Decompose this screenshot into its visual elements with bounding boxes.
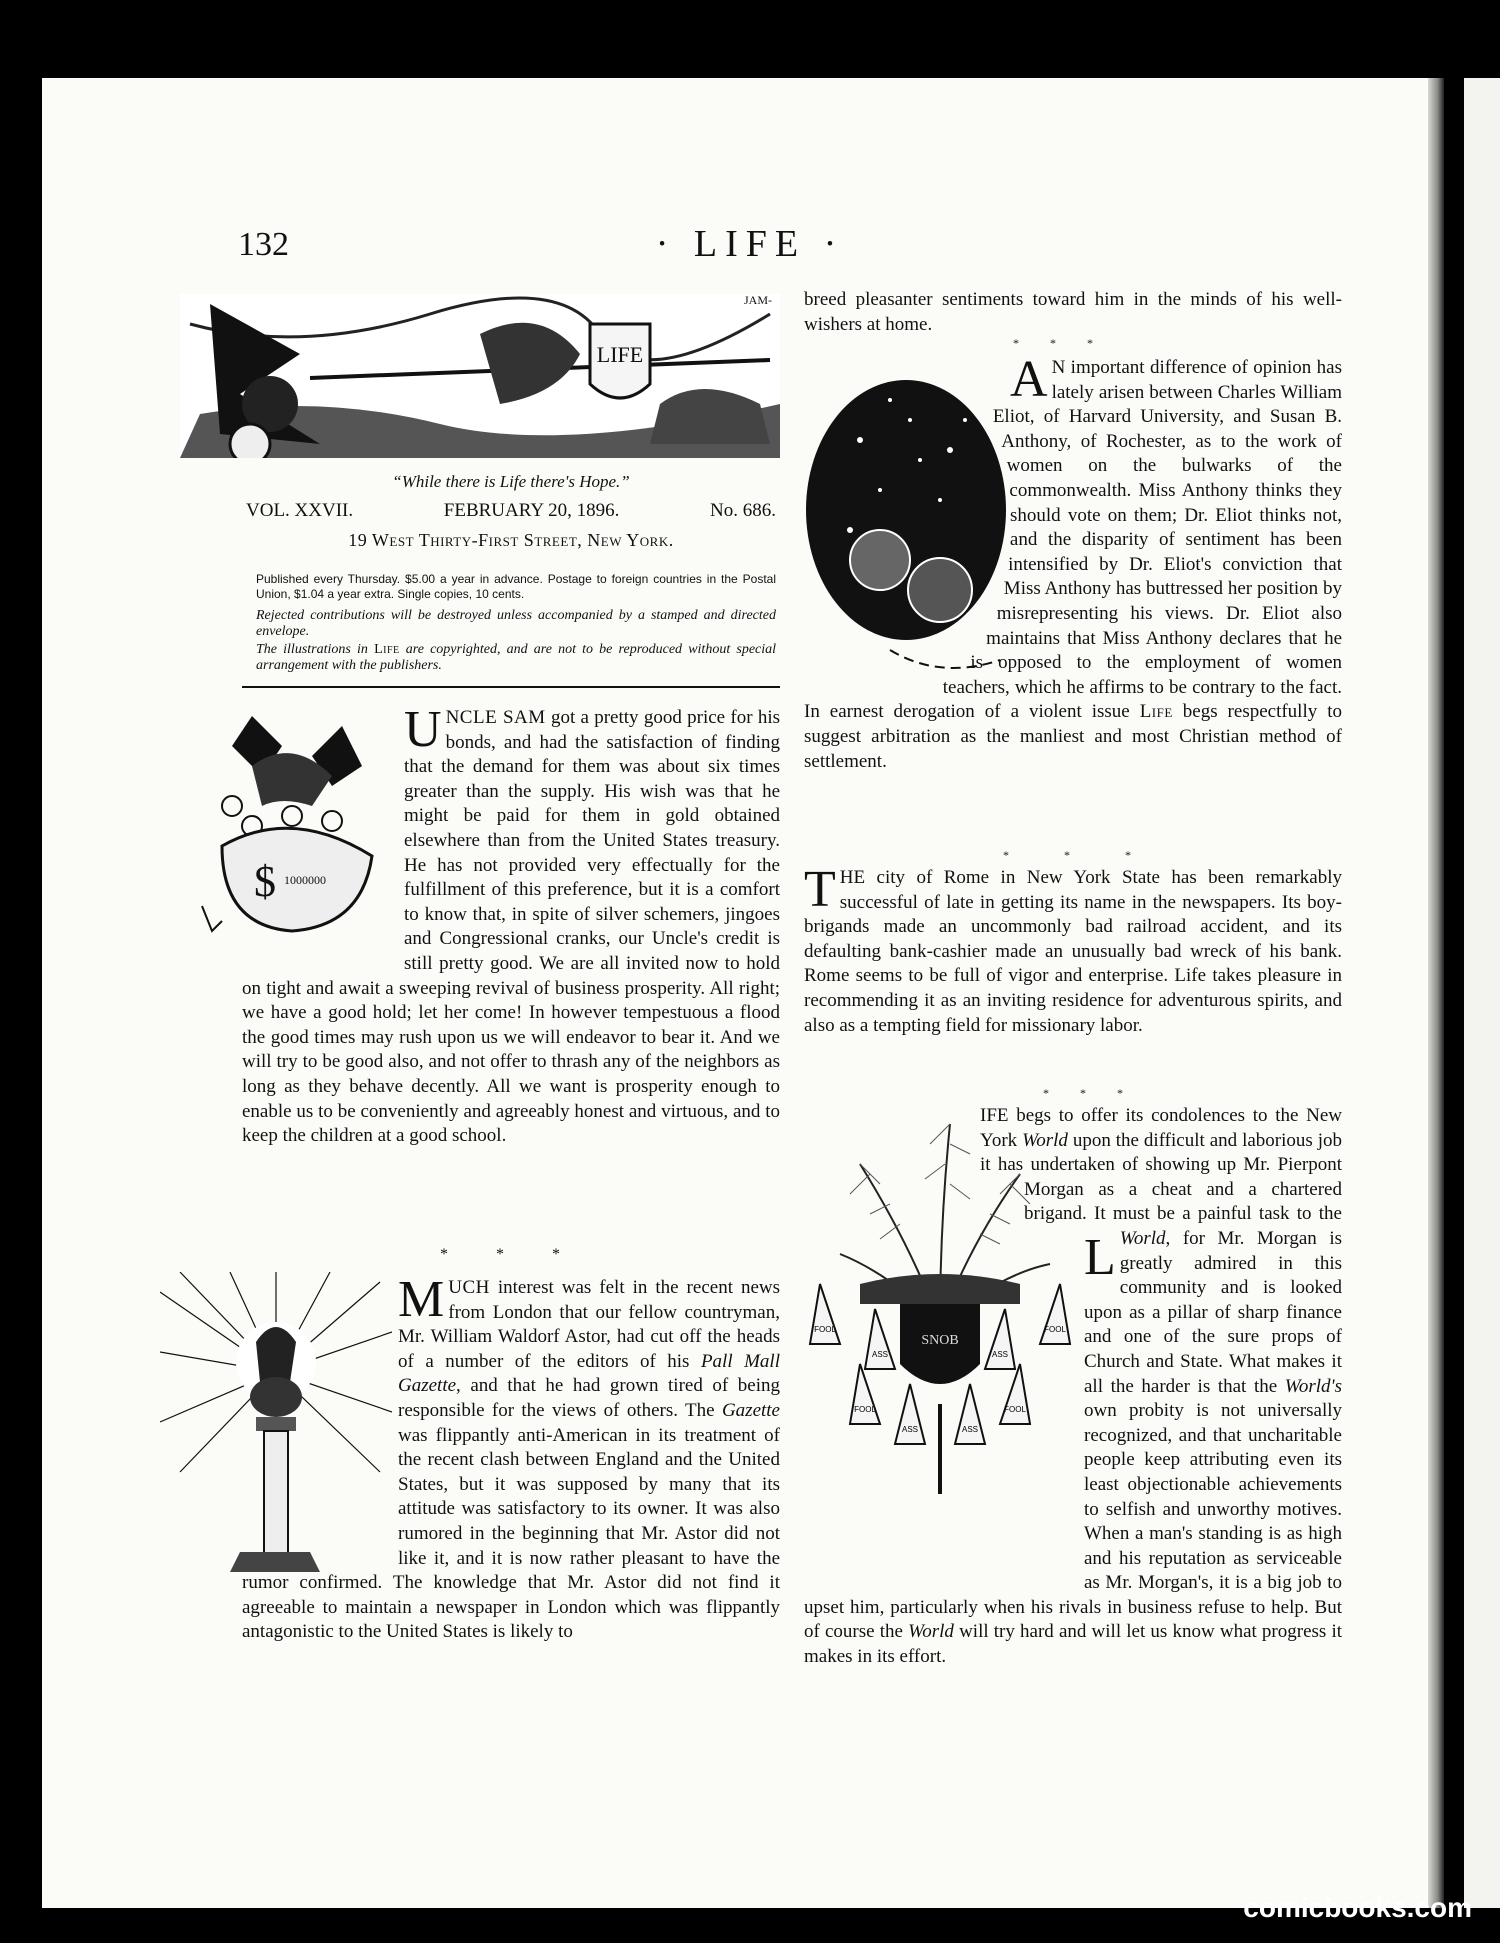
astor-body-c: was flippantly anti-American in its treatment of the recent clash between England and the United States, but it was supposed by many that its attitude was satisfactory to its owner. It was also rumored in the beginning that Mr. Astor did not like it, and it is now rather pleasant to have the rumor confirmed. The knowledge that Mr. Astor did not find it agreeable to maintain a newspaper in London which was flippantly antagonistic to the United States is likely to — [242, 1424, 780, 1643]
illustration-wrap-space — [242, 706, 404, 954]
dunce-cap-label: FOOL — [1004, 1405, 1026, 1414]
site-watermark: comicbooks.com — [1243, 1892, 1472, 1923]
drop-cap-u: U — [404, 701, 442, 758]
section-stars-right-1: * * * — [1013, 336, 1107, 350]
life-brand-inline: Life — [1139, 701, 1173, 723]
section-stars-right-3: * * * — [1043, 1086, 1137, 1100]
drop-cap-a: A — [1010, 351, 1048, 408]
moneybag-dollar-sign: $ — [254, 857, 276, 906]
continuation-paragraph: breed pleasanter sentiments toward him in the minds of his well-wishers at home. — [804, 289, 1342, 335]
issue-date: FEBRUARY 20, 1896. — [443, 500, 620, 521]
magazine-title: · LIFE · — [655, 223, 845, 265]
dunce-cap-label: ASS — [871, 1350, 889, 1359]
office-address: 19 West Thirty-First Street, New York. — [348, 530, 674, 550]
illustrations-note-brand: Life — [374, 642, 400, 657]
illustration-wrap-space — [804, 356, 1010, 686]
dunce-cap-label: ASS — [961, 1425, 979, 1434]
astor-body-b: , and that he had grown tired of being responsible for the views of others. The — [398, 1375, 780, 1421]
world-title-3: World's — [1284, 1375, 1343, 1397]
world-body-d: own probity is not universally recognized, and that uncharitable people keep attributing even its least objectionable achievements to selfish and unworthy motives. When a man's standing is as high and his reputation as serviceable as Mr. Morgan's, it is a big job to upset him, particularly when his rivals in business refuse to help. But of course the — [804, 1400, 1342, 1643]
astor-paragraph — [242, 1271, 780, 1645]
volume-line — [246, 500, 776, 522]
page-number: 132 — [238, 226, 289, 263]
illustration-wrap-space — [804, 1104, 980, 1184]
rejected-contributions-note: Rejected contributions will be destroyed unless accompanied by a stamped and directed envelope. — [256, 608, 776, 639]
dunce-cap-label: FOOL — [854, 1405, 876, 1414]
section-stars-left: * * * — [440, 1246, 582, 1263]
dunce-cap-label: FOOL — [1044, 1325, 1066, 1334]
eliot-body-a: N important difference of opinion has lately arisen between Charles William Eliot, of Harvard University, and Susan B. Anthony, of Rochester, as to the work of women on the bulwarks of the commonwealth. Miss Anthony thinks they should vote on them; Dr. Eliot thinks not, and the disparity of sentiment has been intensified by Dr. Eliot's conviction that Miss Anthony has buttressed her position by misrepresenting his views. Dr. Eliot also maintains that Miss Anthony declares that he is opposed to the employment of women teachers, which he affirms to be contrary to the fact. In earnest derogation of a violent issue — [804, 357, 1342, 723]
illustration-wrap-space — [804, 1184, 1024, 1234]
world-body-c: , for Mr. Morgan is greatly admired in this community and is looked upon as a pillar of sharp finance and one of the sure props of Church and State. What makes it all the harder is that the — [1084, 1227, 1342, 1397]
issue-number: No. 686. — [710, 500, 776, 521]
section-stars-right-2: * * * — [1003, 848, 1157, 862]
shield-lettering: SNOB — [921, 1333, 959, 1348]
astor-lead: UCH — [448, 1277, 490, 1298]
uncle-sam-paragraph — [242, 701, 780, 1149]
page-fold-shadow — [1428, 78, 1444, 1908]
world-title-1: World — [1022, 1129, 1068, 1151]
world-morgan-paragraph — [804, 1104, 1342, 1670]
moneybag-amount: 1000000 — [284, 873, 326, 887]
gazette-title: Gazette — [721, 1399, 780, 1421]
rome-body: HE city of Rome in New York State has been remarkably successful of late in getting its name in the newspapers. Its boy-brigands made an uncommonly bad railroad accident, and its defaulting bank-cashier made an unusually bad wreck of his bank. Rome seems to be full of vigor and enterprise. Life takes pleasure in recommending it as an inviting residence for adventurous spirits, and also as a tempting field for missionary labor. — [804, 867, 1342, 1036]
pall-mall-gazette-title: Pall Mall Gazette — [398, 1350, 780, 1397]
rome-paragraph — [804, 861, 1342, 1038]
banner-signature: JAM- — [743, 294, 772, 307]
astor-body-a: interest was felt in the recent news from London that our fellow countryman, Mr. William Waldorf Astor, had cut off the heads of a number of the editors of his — [398, 1277, 780, 1372]
volume-number: VOL. XXVII. — [246, 500, 354, 521]
drop-cap-t: T — [804, 861, 836, 918]
uncle-sam-body: got a pretty good price for his bonds, and had the satisfaction of finding that the demand for them was about six times greater than the supply. His wish was that he might be paid for them in gold obtained elsewhere than from the United States treasury. He has not provided very effectually for the fulfillment of this preference, but it is a comfort to know that, in spite of silver schemers, jingoes and Congressional cranks, our Uncle's credit is still pretty good. We are all invited now to hold on tight and await a sweeping revival of business prosperity. All right; we have a good hold; let her come! In however tempestuous a flood the good times may rush upon us we will endeavor to bear it. And we will try to be good also, and not offer to thrash any of the neighbors as long as they behave decently. All we want is prosperity enough to enable us to be conveniently and agreeably honest and virtuous, and to keep the children at a good school. — [242, 707, 780, 1147]
masthead-motto: “While there is Life there's Hope.” — [392, 472, 630, 491]
publication-note: Published every Thursday. $5.00 a year in advance. Postage to foreign countries in the Postal Union, $1.04 a year extra. Single copies, 10 cents. — [256, 572, 776, 601]
dunce-cap-label: FOOL — [814, 1325, 836, 1334]
illustration-wrap-space — [242, 1276, 398, 1566]
eliot-body-b: begs respectfully to suggest arbitration as the manliest and most Christian method of settlement. — [804, 701, 1342, 772]
illustration-wrap-space — [804, 1234, 1084, 1574]
illustrations-note-start: The illustrations in — [256, 642, 368, 657]
world-body-a: IFE begs to offer its condolences to the New York — [980, 1105, 1342, 1151]
illustrations-note — [256, 642, 776, 674]
banner-shield-lettering: LIFE — [596, 342, 644, 367]
drop-cap-m: M — [398, 1271, 445, 1328]
drop-cap-l: L — [1084, 1229, 1116, 1286]
world-title-2: World — [1119, 1227, 1166, 1249]
adjacent-page-edge — [1464, 78, 1500, 1908]
illustrations-note-end: are copyrighted, and are not to be reproduced without special arrangement with the publishers. — [256, 642, 777, 673]
uncle-sam-lead: NCLE SAM — [445, 707, 546, 728]
masthead-divider — [242, 686, 780, 688]
world-body-e: will try hard and will let us know what progress it makes in its effort. — [804, 1621, 1343, 1668]
masthead-banner-illustration — [180, 294, 780, 458]
world-body-b: upon the difficult and laborious job it has undertaken of showing up Mr. Pierpont Morgan as a cheat and a chartered brigand. It must be a painful task to the — [980, 1129, 1343, 1225]
world-title-4: World — [908, 1621, 954, 1643]
dunce-cap-label: ASS — [901, 1425, 919, 1434]
dunce-cap-label: ASS — [991, 1350, 1009, 1359]
eliot-anthony-paragraph — [804, 351, 1342, 774]
